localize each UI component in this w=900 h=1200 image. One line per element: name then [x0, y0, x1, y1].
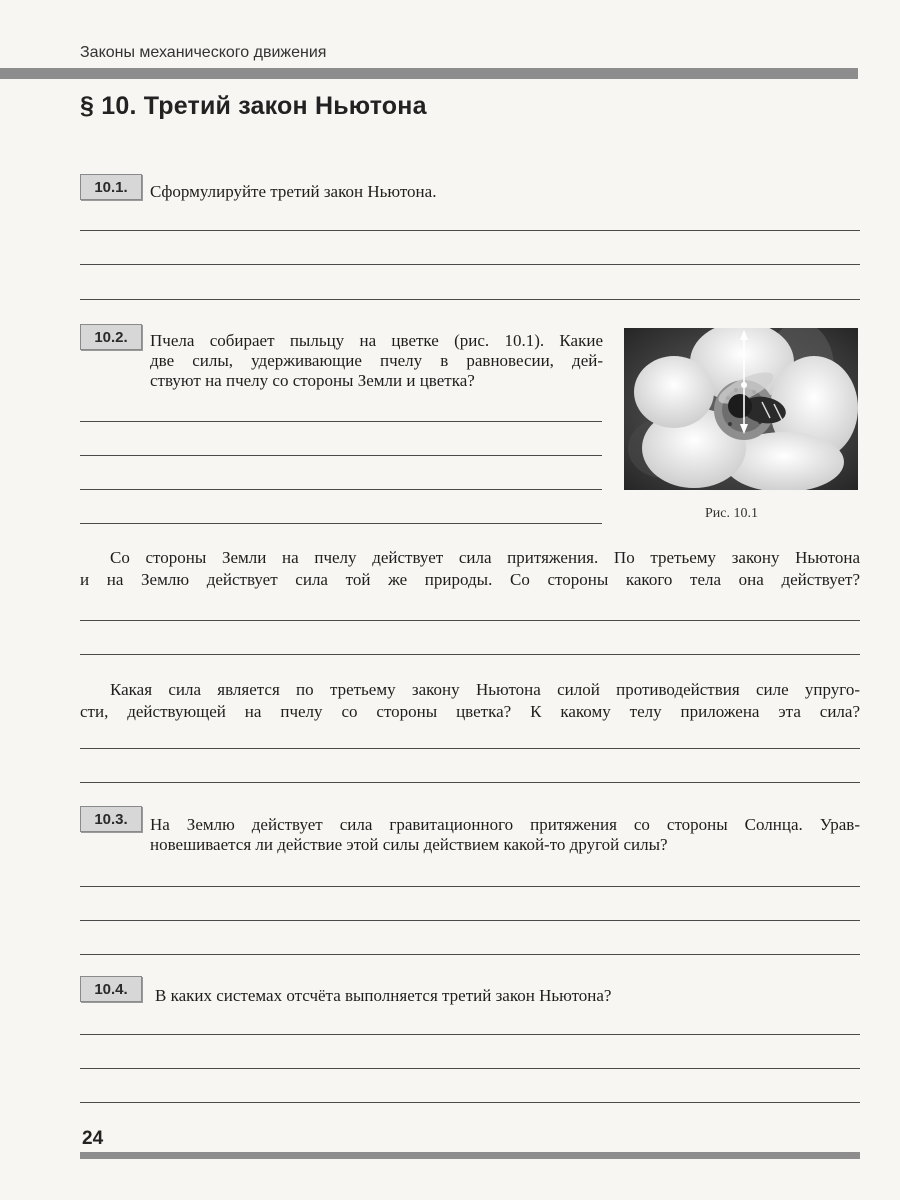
- figure-caption: Рис. 10.1: [705, 506, 758, 521]
- footer-rule: [80, 1152, 860, 1159]
- task-number-10-3: 10.3.: [80, 806, 142, 832]
- page-number: 24: [82, 1128, 104, 1149]
- answer-line[interactable]: [80, 748, 860, 749]
- task-number-10-4: 10.4.: [80, 976, 142, 1002]
- task-text-10-3-line-2: новешивается ли действие этой силы действием какой-то другой силы?: [150, 835, 668, 854]
- header-rule: [0, 68, 858, 79]
- answer-line[interactable]: [80, 1068, 860, 1069]
- task-text-10-1: Сформулируйте третий закон Ньютона.: [150, 182, 437, 201]
- answer-line[interactable]: [80, 920, 860, 921]
- answer-line[interactable]: [80, 620, 860, 621]
- task-number-10-2: 10.2.: [80, 324, 142, 350]
- running-title: Законы механического движения: [80, 44, 327, 61]
- task-text-10-4: В каких системах отсчёта выполняется третий закон Ньютона?: [155, 986, 612, 1005]
- task-text-10-3-line-1: На Землю действует сила гравитационного притяжения со стороны Солнца. Урав-: [150, 815, 860, 834]
- followup-1-line-1: Со стороны Земли на пчелу действует сила притяжения. По третьему закону Ньютона: [110, 548, 860, 567]
- answer-line[interactable]: [80, 886, 860, 887]
- answer-line[interactable]: [80, 523, 602, 524]
- answer-line[interactable]: [80, 299, 860, 300]
- followup-1-line-2: и на Землю действует сила той же природы. Со стороны какого тела она действует?: [80, 570, 860, 589]
- answer-line[interactable]: [80, 954, 860, 955]
- answer-line[interactable]: [80, 1034, 860, 1035]
- answer-line[interactable]: [80, 421, 602, 422]
- task-number-10-1: 10.1.: [80, 174, 142, 200]
- answer-line[interactable]: [80, 230, 860, 231]
- task-text-10-2-line-3: ствуют на пчелу со стороны Земли и цветка?: [150, 371, 475, 390]
- task-text-10-2-line-1: Пчела собирает пыльцу на цветке (рис. 10.1). Какие: [150, 331, 603, 350]
- answer-line[interactable]: [80, 654, 860, 655]
- answer-line[interactable]: [80, 489, 602, 490]
- answer-line[interactable]: [80, 782, 860, 783]
- figure-photo: [624, 328, 858, 490]
- answer-line[interactable]: [80, 1102, 860, 1103]
- task-text-10-2-line-2: две силы, удерживающие пчелу в равновесии, дей-: [150, 351, 603, 370]
- answer-line[interactable]: [80, 264, 860, 265]
- followup-2-line-2: сти, действующей на пчелу со стороны цветка? К какому телу приложена эта сила?: [80, 702, 860, 721]
- answer-line[interactable]: [80, 455, 602, 456]
- bee-on-flower-photo-icon: [624, 328, 858, 490]
- followup-2-line-1: Какая сила является по третьему закону Ньютона силой противодействия силе упруго-: [110, 680, 860, 699]
- section-title: § 10. Третий закон Ньютона: [80, 92, 427, 120]
